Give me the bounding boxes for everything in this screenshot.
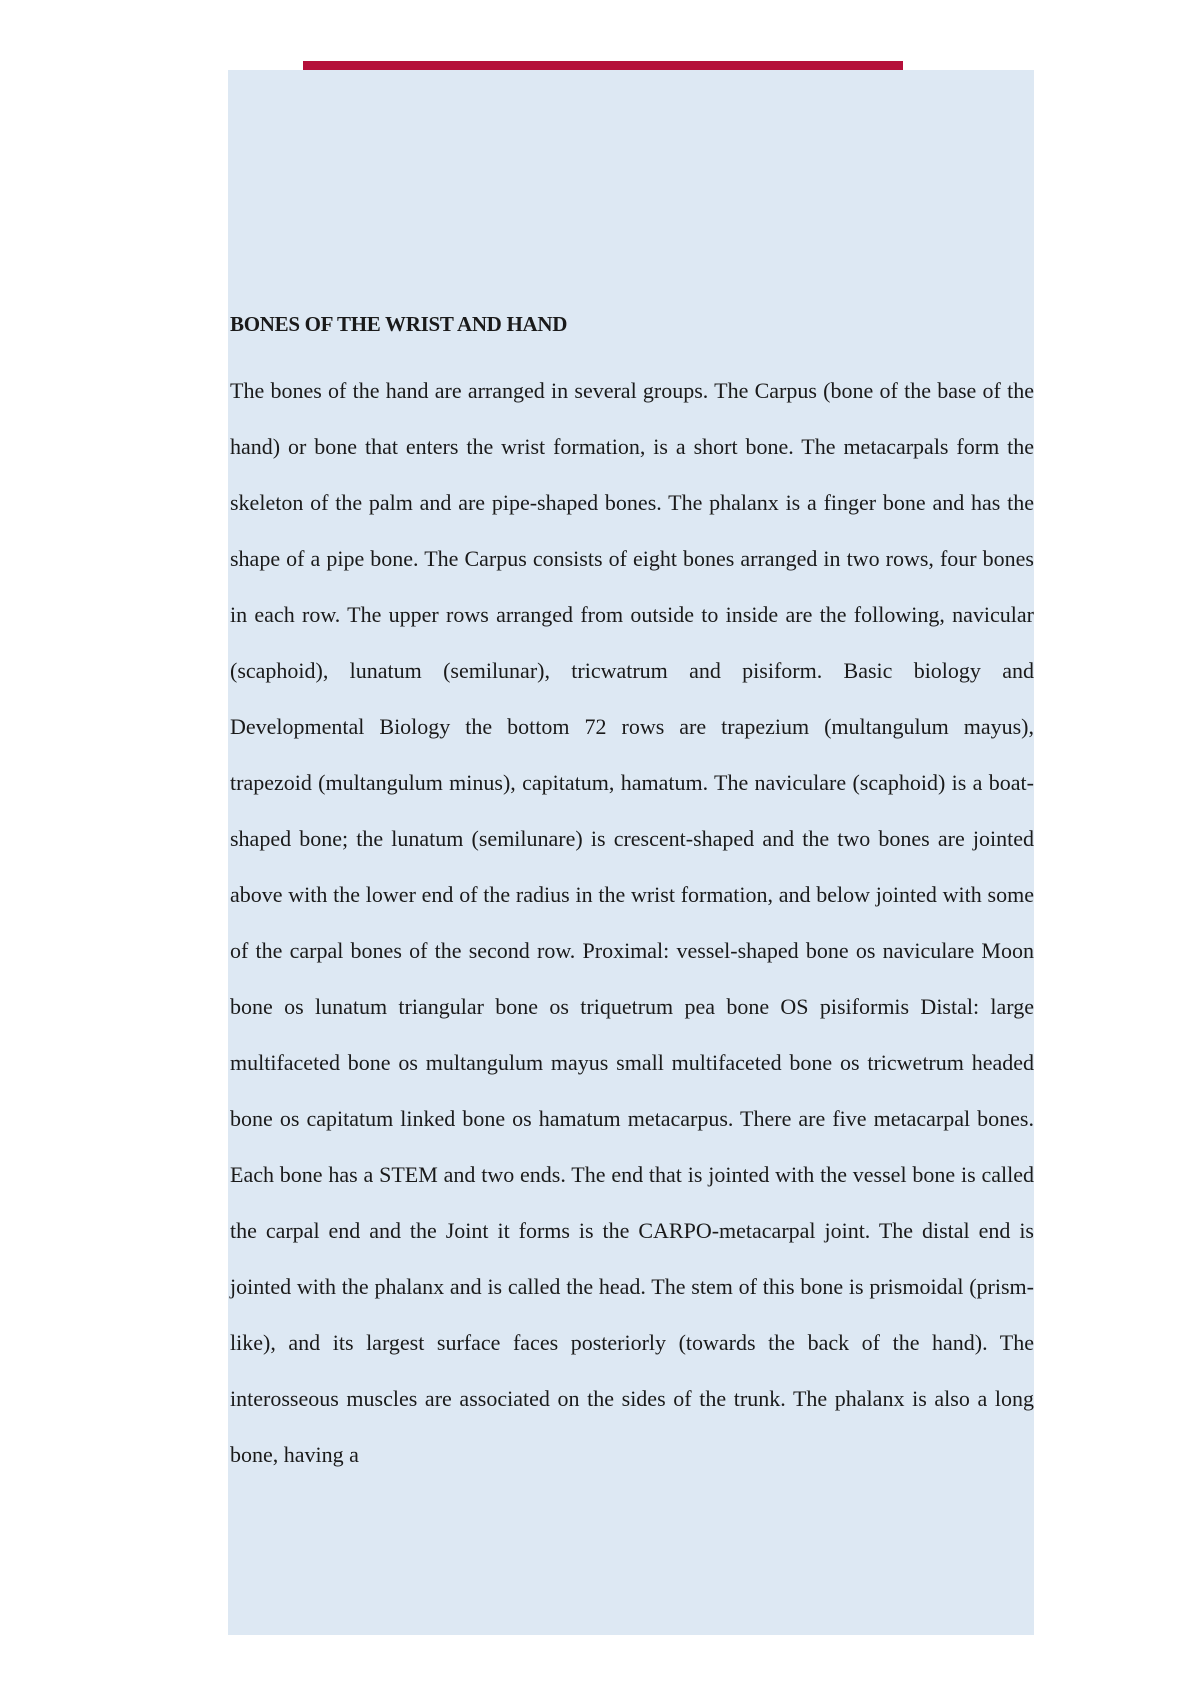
document-content (230, 303, 1034, 1483)
body-paragraph: The bones of the hand are arranged in several groups. The Carpus (bone of the base of the hand) or bone that enters the wrist formation, is a short bone. The metacarpals form the skeleton of the palm and are pipe-shaped bones. The phalanx is a finger bone and has the shape of a pipe bone. The Carpus consists of eight bones arranged in two rows, four bones in each row. The upper rows arranged from outside to inside are the following, navicular (scaphoid), lunatum (semilunar), tricwatrum and pisiform. Basic biology and Developmental Biology the bottom 72 rows are trapezium (multangulum mayus), trapezoid (multangulum minus), capitatum, hamatum. The naviculare (scaphoid) is a boat-shaped bone; the lunatum (semilunare) is crescent-shaped and the two bones are jointed above with the lower end of the radius in the wrist formation, and below jointed with some of the carpal bones of the second row. Proximal: vessel-shaped bone os naviculare Moon bone os lunatum triangular bone os triquetrum pea bone OS pisiformis Distal: large multifaceted bone os multangulum mayus small multifaceted bone os tricwetrum headed bone os capitatum linked bone os hamatum metacarpus. There are five metacarpal bones. Each bone has a STEM and two ends. The end that is jointed with the vessel bone is called the carpal end and the Joint it forms is the CARPO-metacarpal joint. The distal end is jointed with the phalanx and is called the head. The stem of this bone is prismoidal (prism-like), and its largest surface faces posteriorly (towards the back of the hand). The interosseous muscles are associated on the sides of the trunk. The phalanx is also a long bone, having a (230, 378, 1034, 1467)
header-accent-bar (303, 61, 903, 70)
page-title: BONES OF THE WRIST AND HAND (230, 312, 568, 336)
